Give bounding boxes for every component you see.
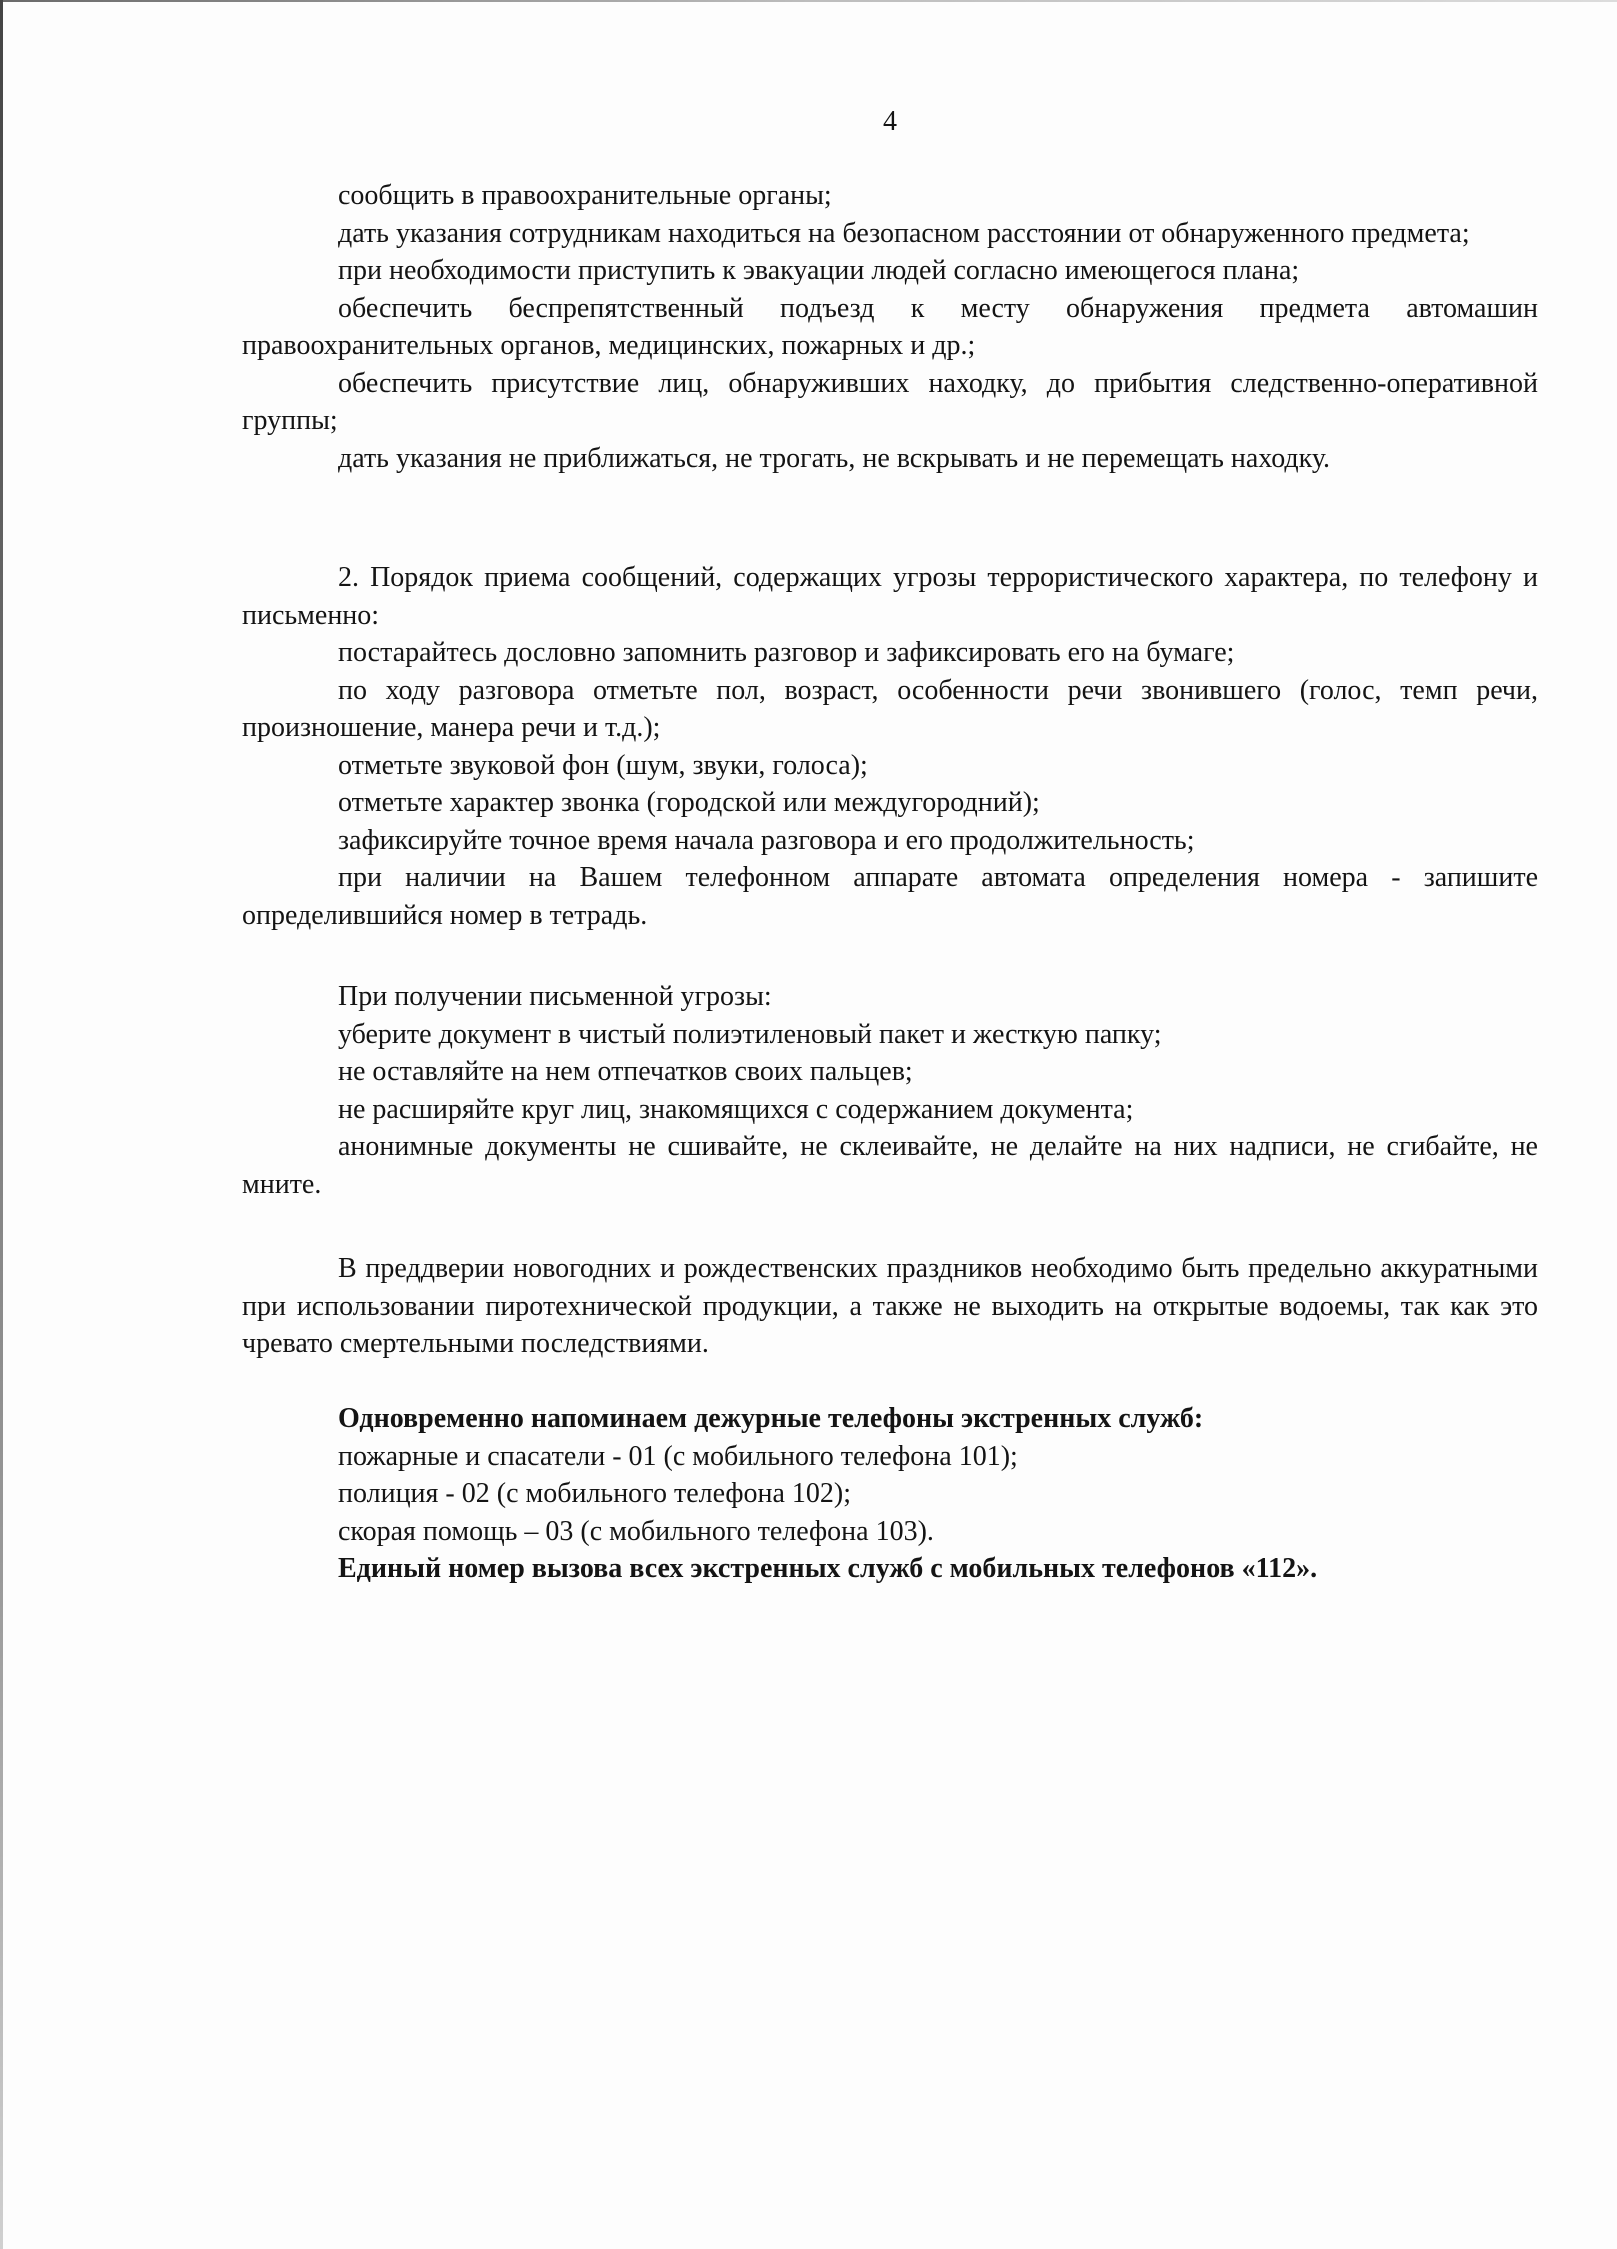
section-heading: При получении письменной угрозы: <box>338 981 772 1012</box>
section-written-threats <box>242 978 1538 1203</box>
list-item: по ходу разговора отметьте пол, возраст, особенности речи звонившего (голос, темп речи, произношение, манера речи и т.д.); <box>242 674 1538 743</box>
list-item: анонимные документы не сшивайте, не склеивайте, не делайте на них надписи, не сгибайте, не мните. <box>242 1131 1538 1200</box>
list-item: обеспечить присутствие лиц, обнаруживших находку, до прибытия следственно-оперативной группы; <box>242 367 1538 436</box>
section-heading: Одновременно напоминаем дежурные телефоны экстренных служб: <box>338 1403 1204 1434</box>
list-item: отметьте звуковой фон (шум, звуки, голоса); <box>338 749 868 781</box>
list-item: при наличии на Вашем телефонном аппарате автомата определения номера - запишите определившийся номер в тетрадь. <box>242 862 1538 931</box>
list-item: обеспечить беспрепятственный подъезд к месту обнаружения предмета автомашин правоохранительных органов, медицинских, пожарных и др.; <box>242 292 1538 361</box>
emergency-number-note: Единый номер вызова всех экстренных служб с мобильных телефонов «112». <box>338 1553 1318 1584</box>
list-item: зафиксируйте точное время начала разговора и его продолжительность; <box>338 824 1195 856</box>
list-item: постарайтесь дословно запомнить разговор и зафиксировать его на бумаге; <box>338 637 1235 668</box>
section-actions-on-find <box>242 177 1538 477</box>
list-item: отметьте характер звонка (городской или междугородний); <box>338 787 1040 818</box>
list-item: скорая помощь – 03 (с мобильного телефона 103). <box>338 1515 934 1547</box>
list-item: полиция - 02 (с мобильного телефона 102); <box>338 1478 852 1509</box>
list-item: уберите документ в чистый полиэтиленовый пакет и жесткую папку; <box>338 1018 1162 1050</box>
section-phone-threats <box>242 559 1538 934</box>
list-item: пожарные и спасатели - 01 (с мобильного телефона 101); <box>338 1440 1018 1472</box>
page-number: 4 <box>883 106 897 137</box>
list-item: при необходимости приступить к эвакуации людей согласно имеющегося плана; <box>338 255 1300 286</box>
scan-edge-left <box>0 0 3 2249</box>
section-emergency-phones <box>242 1400 1538 1588</box>
list-item: дать указания не приближаться, не трогать, не вскрывать и не перемещать находку. <box>338 442 1331 474</box>
section-heading: 2. Порядок приема сообщений, содержащих угрозы террористического характера, по телефону и письменно: <box>242 562 1538 631</box>
section-holiday-warning <box>242 1250 1538 1363</box>
list-item: не оставляйте на нем отпечатков своих пальцев; <box>338 1056 913 1087</box>
list-item: дать указания сотрудникам находиться на безопасном расстоянии от обнаруженного предмета; <box>338 217 1470 249</box>
list-item: не расширяйте круг лиц, знакомящихся с содержанием документа; <box>338 1093 1134 1125</box>
paragraph: В преддверии новогодних и рождественских праздников необходимо быть предельно аккуратными при использовании пиротехнической продукции, а также не выходить на открытые водоемы, так как это чревато смертельными последствиями. <box>242 1253 1538 1359</box>
scan-edge-top <box>0 0 1617 2</box>
list-item: сообщить в правоохранительные органы; <box>338 180 832 211</box>
